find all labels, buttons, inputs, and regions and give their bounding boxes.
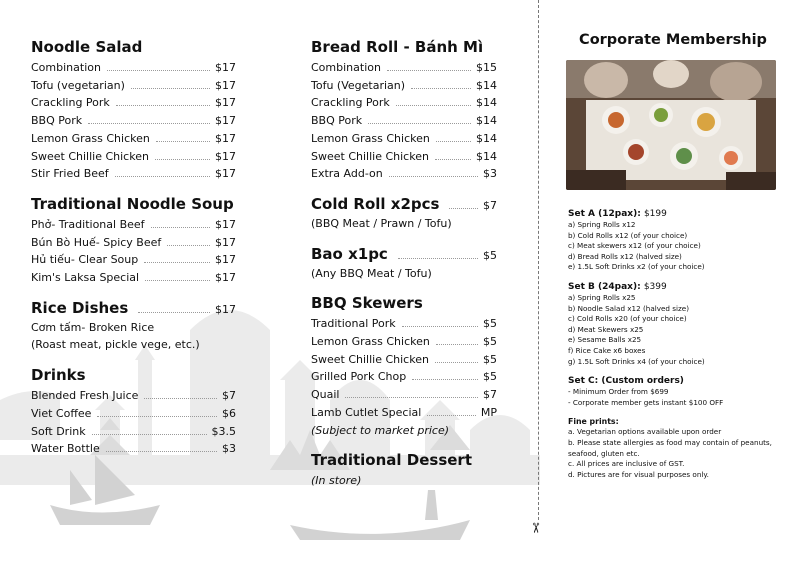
section-title: Bread Roll - Bánh Mì — [311, 38, 484, 56]
dot-leader — [368, 123, 471, 124]
section-bread-roll — [311, 36, 497, 183]
menu-item — [311, 315, 497, 333]
dot-leader — [436, 344, 478, 345]
set-line: d) Bread Rolls x12 (halved size) — [568, 251, 682, 261]
menu-item — [311, 148, 497, 166]
section-title-row — [311, 243, 497, 265]
menu-item — [311, 333, 497, 351]
menu-item — [311, 404, 497, 422]
dot-leader — [116, 105, 210, 106]
set-b — [568, 281, 793, 367]
menu-item — [311, 351, 497, 369]
item-name: Quail — [311, 388, 340, 402]
menu-item — [311, 386, 497, 404]
dot-leader — [115, 176, 210, 177]
set-c — [568, 375, 793, 408]
section-title: Traditional Noodle Soup — [31, 194, 234, 213]
item-price: $15 — [476, 61, 497, 74]
menu-item — [31, 148, 236, 166]
item-note: (In store) — [311, 474, 362, 488]
menu-item — [311, 112, 497, 130]
section-price: $17 — [215, 302, 236, 316]
catering-photo — [566, 60, 776, 190]
item-price: $17 — [215, 217, 236, 231]
item-price: $5 — [483, 335, 497, 349]
dot-leader — [106, 451, 217, 452]
set-line: f) Rice Cake x6 boxes — [568, 345, 646, 355]
dot-leader — [144, 398, 217, 399]
menu-item — [31, 405, 236, 423]
menu-column-middle — [311, 36, 497, 500]
item-price: $14 — [476, 149, 497, 163]
section-title: Noodle Salad — [31, 38, 143, 56]
item-price: $7 — [222, 389, 236, 403]
set-line: b) Noodle Salad x12 (halved size) — [568, 303, 690, 313]
dot-leader — [435, 362, 478, 363]
section-drinks — [31, 364, 236, 458]
dot-leader — [411, 88, 471, 89]
item-name: Grilled Pork Chop — [311, 370, 407, 384]
dot-leader — [155, 159, 210, 160]
item-price: $17 — [215, 271, 236, 285]
item-name: Traditional Pork — [311, 317, 396, 331]
dot-leader — [449, 208, 478, 209]
menu-item — [31, 165, 236, 183]
dot-leader — [144, 262, 210, 263]
set-name: Set B (24pax): — [568, 281, 641, 292]
set-line: e) 1.5L Soft Drinks x2 (of your choice) — [568, 262, 705, 272]
menu-item — [311, 130, 497, 148]
set-line: a) Spring Rolls x25 — [568, 292, 636, 302]
item-name: Stir Fried Beef — [31, 167, 109, 181]
section-title: Rice Dishes — [31, 298, 129, 317]
item-price: $17 — [215, 235, 236, 249]
dot-leader — [402, 326, 478, 327]
item-name: Sweet Chillie Chicken — [311, 149, 429, 163]
scissors-icon: ✂ — [526, 522, 543, 534]
menu-item — [311, 94, 497, 112]
item-name: Kim's Laksa Special — [31, 271, 140, 285]
item-price: $5 — [483, 352, 497, 366]
item-price: $14 — [476, 96, 497, 110]
item-name: Water Bottle — [31, 442, 100, 456]
item-price: $14 — [476, 78, 497, 92]
dot-leader — [131, 88, 210, 89]
dot-leader — [138, 312, 210, 313]
item-name: Tofu (Vegetarian) — [311, 78, 406, 92]
menu-item — [311, 368, 497, 386]
fine-prints — [568, 416, 793, 480]
item-name: Phở- Traditional Beef — [31, 217, 145, 231]
item-name: Hủ tiếu- Clear Soup — [31, 253, 139, 267]
set-name: Set C: (Custom orders) — [568, 376, 684, 387]
item-name: Lamb Cutlet Special — [311, 405, 422, 419]
fine-print-line: c. All prices are inclusive of GST. — [568, 459, 685, 469]
set-line: a) Spring Rolls x12 — [568, 220, 636, 229]
section-bbq-skewers — [311, 292, 497, 439]
item-price: $17 — [215, 114, 236, 128]
item-price: $3 — [483, 167, 497, 181]
menu-item — [31, 130, 236, 148]
menu-item — [311, 165, 497, 183]
section-title: BBQ Skewers — [311, 294, 423, 313]
item-price: $14 — [476, 114, 497, 128]
item-price: $17 — [215, 61, 236, 74]
set-line: c) Meat skewers x12 (of your choice) — [568, 241, 701, 251]
set-name: Set A (12pax): — [568, 209, 641, 219]
section-noodle-soup — [31, 193, 236, 287]
set-line: - Corporate member gets instant $100 OFF — [568, 397, 724, 407]
dot-leader — [145, 280, 210, 281]
set-line: e) Sesame Balls x25 — [568, 335, 642, 345]
set-line: - Minimum Order from $699 — [568, 387, 669, 397]
dot-leader — [97, 416, 217, 417]
section-price: $5 — [483, 248, 497, 262]
set-title — [568, 281, 793, 293]
item-name: Soft Drink — [31, 424, 86, 438]
dot-leader — [151, 227, 210, 228]
dot-leader — [436, 141, 471, 142]
dot-leader — [389, 176, 478, 177]
item-price: $17 — [215, 253, 236, 267]
section-cold-roll — [311, 193, 497, 233]
dot-leader — [107, 70, 210, 71]
item-name: BBQ Pork — [311, 114, 363, 128]
item-name: Lemon Grass Chicken — [31, 131, 150, 145]
dot-leader — [167, 245, 210, 246]
fine-print-line: d. Pictures are for visual purposes only. — [568, 469, 709, 479]
item-price: $6 — [222, 406, 236, 420]
section-title: Traditional Dessert — [311, 451, 472, 470]
item-note: (Any BBQ Meat / Tofu) — [311, 266, 432, 280]
section-rice-dishes — [31, 297, 236, 354]
set-line: b) Cold Rolls x12 (of your choice) — [568, 230, 688, 240]
item-price: MP — [480, 405, 497, 419]
dot-leader — [345, 397, 478, 398]
item-name: Sweet Chillie Chicken — [31, 149, 149, 163]
section-price: $7 — [483, 198, 497, 212]
dot-leader — [427, 415, 476, 416]
dot-leader — [435, 159, 471, 160]
item-price: $17 — [215, 78, 236, 92]
menu-item — [31, 77, 236, 95]
dot-leader — [398, 258, 478, 259]
menu-item — [31, 387, 236, 405]
menu-item — [31, 94, 236, 112]
item-name: Sweet Chillie Chicken — [311, 352, 429, 366]
item-price: $17 — [215, 96, 236, 110]
item-name: BBQ Pork — [31, 114, 83, 128]
menu-item — [31, 423, 236, 441]
section-bao — [311, 243, 497, 283]
set-price: $199 — [643, 209, 667, 219]
item-note: (Roast meat, pickle vege, etc.) — [31, 338, 200, 352]
set-line: d) Meat Skewers x25 — [568, 324, 644, 334]
set-title — [568, 208, 793, 220]
set-line: g) 1.5L Soft Drinks x4 (of your choice) — [568, 356, 705, 366]
section-title: Drinks — [31, 366, 86, 385]
dot-leader — [92, 434, 207, 435]
dot-leader — [412, 379, 478, 380]
item-price: $17 — [215, 149, 236, 163]
menu-item — [31, 112, 236, 130]
menu-item — [31, 234, 236, 252]
menu-item — [31, 440, 236, 458]
item-price: $3.5 — [211, 424, 236, 438]
menu-item — [31, 269, 236, 287]
item-name: Viet Coffee — [31, 406, 92, 420]
menu-item — [311, 77, 497, 95]
menu-item — [311, 59, 497, 77]
item-name: Lemon Grass Chicken — [311, 131, 430, 145]
menu-item — [31, 251, 236, 269]
item-name: Cơm tấm- Broken Rice — [31, 320, 155, 334]
item-price: $7 — [483, 388, 497, 402]
item-name: Bún Bò Huế- Spicy Beef — [31, 235, 162, 249]
item-name: Crackling Pork — [31, 96, 110, 110]
set-line: c) Cold Rolls x20 (of your choice) — [568, 314, 687, 324]
fine-prints-title: Fine prints: — [568, 417, 619, 427]
item-note: (Subject to market price) — [311, 423, 450, 437]
dot-leader — [387, 70, 471, 71]
item-name: Combination — [311, 61, 381, 74]
section-dessert — [311, 449, 497, 490]
section-title: Bao x1pc — [311, 244, 388, 263]
dot-leader — [156, 141, 210, 142]
catering-photo-illustration — [566, 60, 776, 190]
fine-print-line: b. Please state allergies as food may contain of peanuts, seafood, gluten etc. — [568, 437, 772, 458]
item-name: Lemon Grass Chicken — [311, 335, 430, 349]
panel-title: Corporate Membership — [579, 32, 767, 48]
set-price: $399 — [643, 281, 667, 292]
item-name: Blended Fresh Juice — [31, 389, 139, 403]
section-title-row — [311, 193, 497, 215]
dot-leader — [396, 105, 471, 106]
item-name: Crackling Pork — [311, 96, 390, 110]
section-title: Cold Roll x2pcs — [311, 194, 440, 213]
menu-item — [31, 59, 236, 77]
cut-line — [538, 0, 539, 520]
menu-column-left — [31, 36, 236, 468]
item-name: Extra Add-on — [311, 167, 383, 181]
item-note: (BBQ Meat / Prawn / Tofu) — [311, 216, 452, 230]
corporate-membership-panel — [553, 32, 793, 480]
fine-print-line: a. Vegetarian options available upon order — [568, 427, 722, 437]
set-a — [568, 208, 793, 273]
item-name: Tofu (vegetarian) — [31, 78, 125, 92]
menu-item — [31, 216, 236, 234]
item-price: $5 — [483, 370, 497, 384]
dot-leader — [88, 123, 210, 124]
item-price: $14 — [476, 131, 497, 145]
item-price: $17 — [215, 167, 236, 181]
section-title-row — [31, 297, 236, 319]
item-price: $3 — [222, 442, 236, 456]
section-noodle-salad — [31, 36, 236, 183]
item-price: $5 — [483, 317, 497, 331]
item-price: $17 — [215, 131, 236, 145]
item-name: Combination — [31, 61, 101, 74]
